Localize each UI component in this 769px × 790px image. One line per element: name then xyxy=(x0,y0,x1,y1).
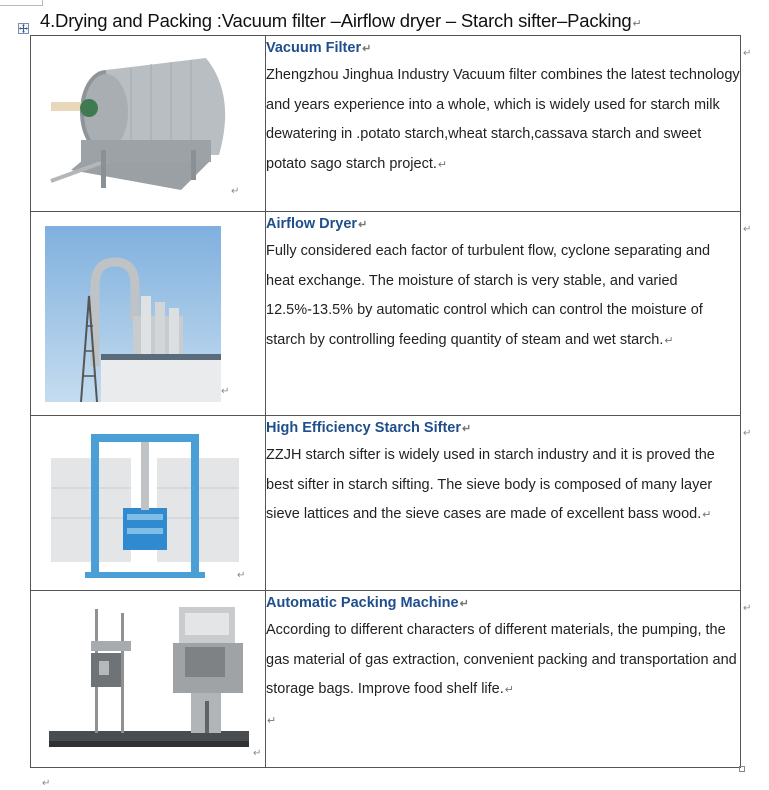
image-cell xyxy=(31,416,266,591)
table-row xyxy=(31,416,741,591)
row-description xyxy=(266,616,740,706)
row-description xyxy=(266,441,740,531)
description-text: According to different characters of different materials, the pumping, the gas material of gas extraction, convenient packing and transportation and storage bags. Improve food shelf life. xyxy=(266,622,737,697)
image-cell xyxy=(31,36,266,212)
table-row xyxy=(31,36,741,212)
row-end-mark: ↵ xyxy=(743,603,752,614)
paragraph-mark: ↵ xyxy=(632,18,642,30)
paragraph-mark: ↵ xyxy=(664,334,674,347)
text-cell xyxy=(266,591,741,768)
title-text: Airflow Dryer xyxy=(266,216,358,232)
page-corner-mark xyxy=(0,0,43,6)
section-heading xyxy=(40,10,642,32)
row-title xyxy=(266,416,740,441)
description-text: ZZJH starch sifter is widely used in starch industry and it is proved the best sifter in starch sifting. The sieve body is composed of many layer sieve lattices and the sieve cases are made of excellent bass wood. xyxy=(266,447,715,522)
cell-paragraph-mark: ↵ xyxy=(221,386,230,397)
paragraph-mark: ↵ xyxy=(358,219,368,231)
row-end-mark: ↵ xyxy=(743,48,752,59)
text-cell xyxy=(266,212,741,416)
title-text: Automatic Packing Machine xyxy=(266,595,459,611)
equipment-table xyxy=(30,35,741,768)
table-move-handle-icon[interactable] xyxy=(18,23,29,34)
packing-machine-photo xyxy=(45,603,251,759)
paragraph-mark: ↵ xyxy=(702,509,712,521)
paragraph-mark: ↵ xyxy=(462,423,472,435)
text-cell xyxy=(266,416,741,591)
row-description xyxy=(266,237,740,356)
table-row xyxy=(31,591,741,768)
paragraph-mark: ↵ xyxy=(504,684,514,696)
description-text: Fully considered each factor of turbulent flow, cyclone separating and heat exchange. The moisture of starch is very stable, and varied 12.5%-13.5% by automatic control which can control the moisture of starch by controlling feeding quantity of steam and wet starch. xyxy=(266,243,711,348)
paragraph-mark: ↵ xyxy=(362,43,372,55)
vacuum-filter-photo xyxy=(41,50,251,196)
paragraph-mark: ↵ xyxy=(437,158,448,171)
starch-sifter-photo xyxy=(45,428,245,580)
cell-paragraph-mark: ↵ xyxy=(231,186,240,197)
text-cell xyxy=(266,36,741,212)
row-end-mark: ↵ xyxy=(743,224,752,235)
table-resize-handle[interactable] xyxy=(739,766,745,772)
image-cell xyxy=(31,591,266,768)
cell-paragraph-mark: ↵ xyxy=(253,748,262,759)
empty-paragraph xyxy=(266,706,740,737)
airflow-dryer-photo xyxy=(45,226,221,402)
paragraph-mark: ↵ xyxy=(459,598,469,610)
image-cell xyxy=(31,212,266,416)
row-title xyxy=(266,212,740,237)
row-end-mark: ↵ xyxy=(743,428,752,439)
row-description xyxy=(266,61,740,180)
description-text: Zhengzhou Jinghua Industry Vacuum filter combines the latest technology and years experience into a whole, which is widely used for starch milk dewatering in .potato starch,wheat starch,cassava starch and sweet potato sago starch project. xyxy=(266,67,740,172)
title-text: High Efficiency Starch Sifter xyxy=(266,420,461,436)
final-paragraph-mark: ↵ xyxy=(42,778,51,789)
row-title xyxy=(266,591,740,616)
paragraph-mark: ↵ xyxy=(267,714,277,727)
heading-text: 4.Drying and Packing :Vacuum filter –Airflow dryer – Starch sifter–Packing xyxy=(40,10,632,31)
cell-paragraph-mark: ↵ xyxy=(237,570,246,581)
title-text: Vacuum Filter xyxy=(266,40,362,56)
row-title xyxy=(266,36,740,61)
table-row xyxy=(31,212,741,416)
